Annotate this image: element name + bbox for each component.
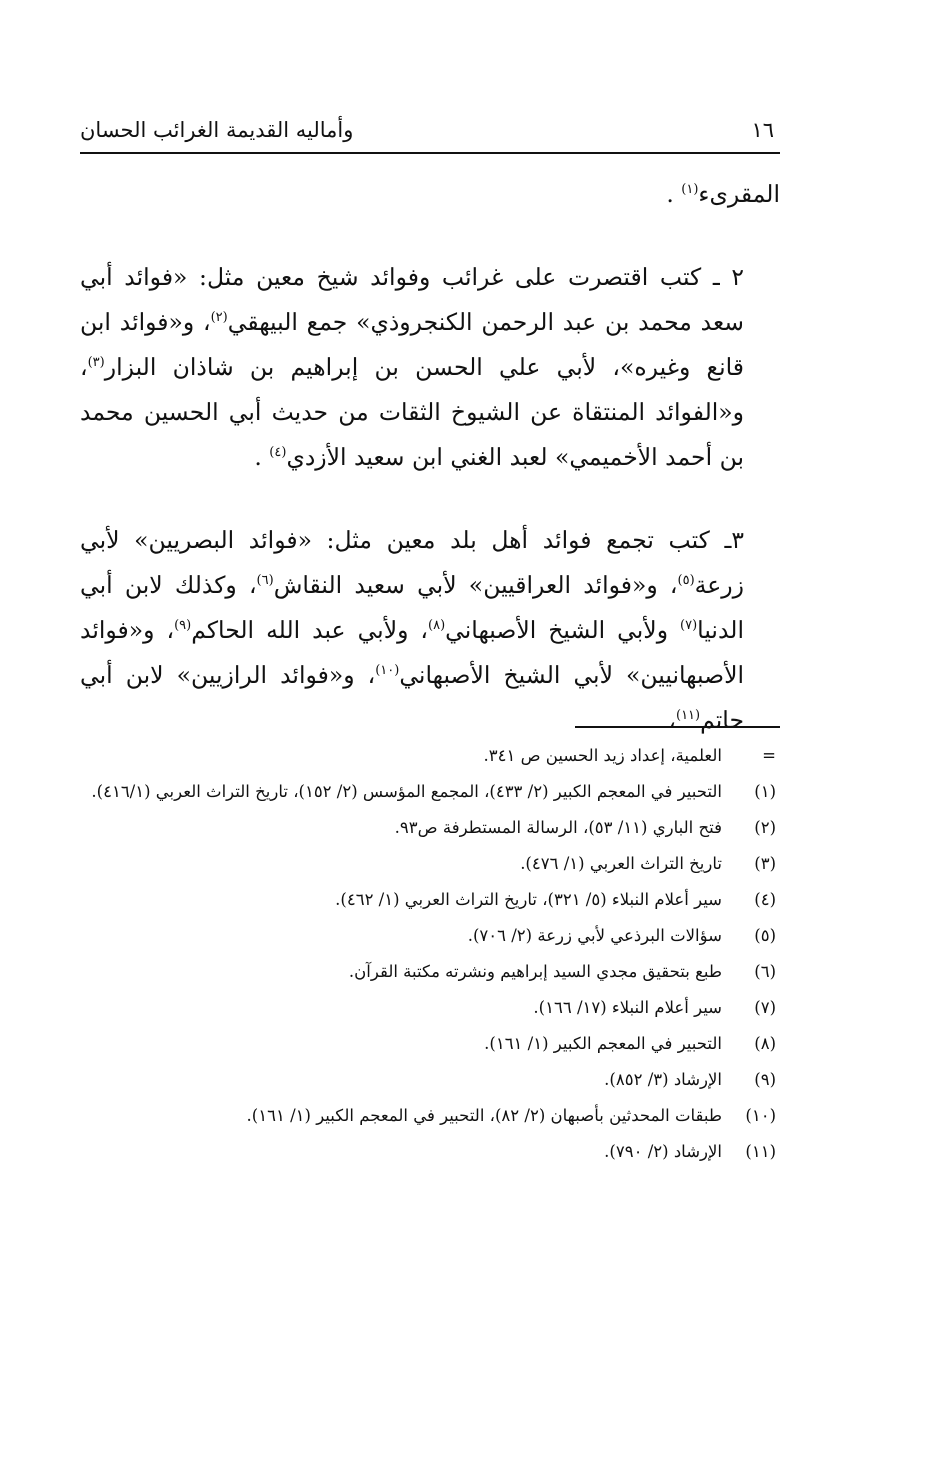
footnote-separator: [575, 726, 780, 728]
footnote-text: طبع بتحقيق مجدي السيد إبراهيم ونشرته مكتبة القرآن.: [348, 962, 722, 981]
footnote-number: (١): [754, 782, 776, 801]
footnote-ref: (٥): [677, 573, 695, 589]
continuation-mark: =: [762, 746, 776, 765]
footnote-number: (٦): [754, 962, 776, 981]
footnote-text: سؤالات البرذعي لأبي زرعة (٢/ ٧٠٦).: [467, 926, 722, 945]
footnote-item: [80, 1062, 780, 1098]
footnote-ref: (١١): [676, 708, 701, 724]
footnote-number: (٢): [754, 818, 776, 837]
footnote-text: سير أعلام النبلاء (١٧/ ١٦٦).: [533, 998, 722, 1017]
paragraph-2: ٢ ـ كتب اقتصرت على غرائب وفوائد شيخ معين مثل: «فوائد أبي سعد محمد بن عبد الرحمن الكنجروذي» جمع البيهقي$^{(٢)}$، و«فوائد ابن قانع وغيره»، لأبي علي الحسن بن إبراهيم بن شاذان البزار$^{(٣)}$، و«الفوائد المنتقاة عن الشيوخ الثقات من حديث أبي الحسين محمد بن أحمد الأخميمي» لعبد الغني ابن سعيد الأزدي$^{(٤)}$ .: [80, 263, 744, 471]
footnote-text: التحبير في المعجم الكبير (٢/ ٤٣٣)، المجمع المؤسس (٢/ ١٥٢)، تاريخ التراث العربي (٤١٦/١).: [91, 782, 722, 801]
footnote-ref: (٩): [174, 618, 192, 634]
footnote-ref: (٣): [87, 355, 105, 371]
paragraph-3: ٣ـ كتب تجمع فوائد أهل بلد معين مثل: «فوائد البصريين» لأبي زرعة$^{(٥)}$، و«فوائد العراقيين» لأبي سعيد النقاش$^{(٦)}$، وكذلك لابن أبي الدنيا$^{(٧)}$ ولأبي الشيخ الأصبهاني$^{(٨)}$، ولأبي عبد الله الحاكم$^{(٩)}$، و«فوائد الأصبهانيين» لأبي الشيخ الأصبهاني$^{(١٠)}$، و«فوائد الرازيين» لابن أبي حاتم$^{(١١)}$،: [80, 526, 744, 734]
footnote-text: تاريخ التراث العربي (١/ ٤٧٦).: [520, 854, 722, 873]
footnote-text: طبقات المحدثين بأصبهان (٢/ ٨٢)، التحبير في المعجم الكبير (١/ ١٦١).: [246, 1106, 722, 1125]
footnote-ref: (٨): [428, 618, 446, 634]
footnote-number: (٣): [754, 854, 776, 873]
footnote-item: [80, 1026, 780, 1062]
footnote-item: [80, 1098, 780, 1134]
footnote-item: [80, 990, 780, 1026]
book-page: [80, 0, 780, 1479]
footnote-item: [80, 846, 780, 882]
footnote-item: [80, 882, 780, 918]
footnote-number: (٤): [754, 890, 776, 909]
footnote-number: (٥): [754, 926, 776, 945]
footnotes: [80, 738, 780, 1170]
main-text: [80, 172, 780, 743]
footnote-number: (١١): [745, 1142, 776, 1161]
footnote-item: [80, 918, 780, 954]
footnote-number: (١٠): [745, 1106, 776, 1125]
footnote-ref: (١٠): [375, 663, 400, 679]
footnote-item: [80, 1134, 780, 1170]
running-title: وأماليه القديمة الغرائب الحسان: [80, 118, 354, 142]
footnote-text: الإرشاد (٣/ ٨٥٢).: [604, 1070, 722, 1089]
paragraph-continuation: المقرىء$^{(١)}$ .: [666, 180, 780, 208]
footnote-item: [80, 810, 780, 846]
footnote-continuation: = العلمية، إعداد زيد الحسين ص ٣٤١.: [80, 738, 780, 774]
footnote-text: فتح الباري (١١/ ٥٣)، الرسالة المستطرفة ص٩٣.: [394, 818, 722, 837]
page-header: [80, 118, 780, 148]
page-number: ١٦: [751, 118, 774, 142]
footnote-item: [80, 774, 780, 810]
footnote-ref: (٦): [256, 573, 274, 589]
footnote-number: (٨): [754, 1034, 776, 1053]
footnote-text: التحبير في المعجم الكبير (١/ ١٦١).: [484, 1034, 722, 1053]
footnote-ref: (٢): [210, 310, 228, 326]
header-rule: [80, 152, 780, 154]
footnote-text: سير أعلام النبلاء (٥/ ٣٢١)، تاريخ التراث العربي (١/ ٤٦٢).: [335, 890, 722, 909]
footnote-text: الإرشاد (٢/ ٧٩٠).: [604, 1142, 722, 1161]
footnote-number: (٩): [754, 1070, 776, 1089]
footnote-ref: (٧): [680, 618, 698, 634]
footnote-ref: (٤): [269, 445, 287, 461]
footnote-ref: (١): [681, 182, 699, 198]
footnote-number: (٧): [754, 998, 776, 1017]
footnote-item: [80, 954, 780, 990]
